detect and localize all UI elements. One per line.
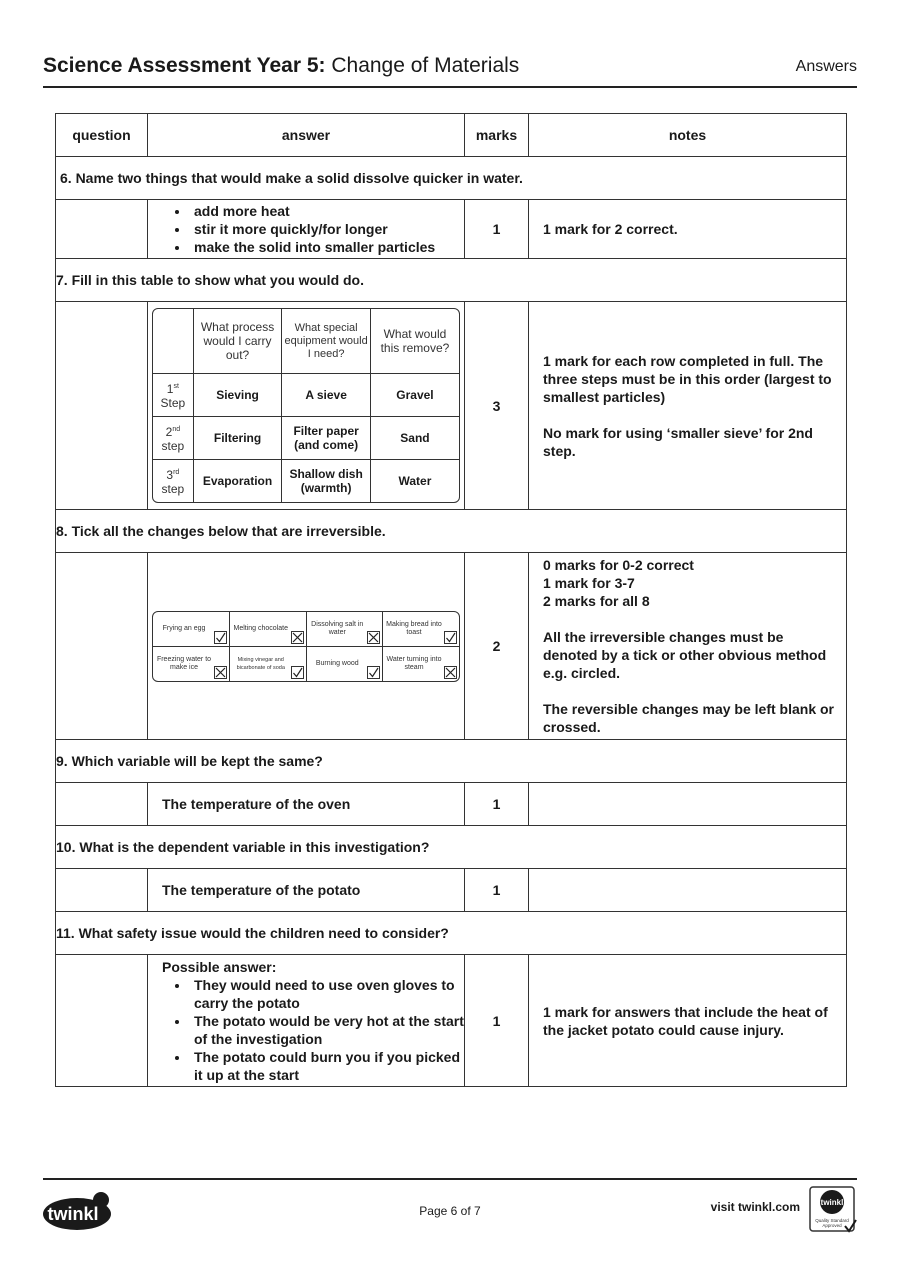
process-header: What process would I carry out? <box>193 309 282 374</box>
answers-table <box>55 113 847 1087</box>
quality-badge <box>809 1186 857 1234</box>
changes-grid <box>153 612 459 681</box>
equipment-header: What special equipment would I need? <box>282 309 371 374</box>
q6-marks: 1 <box>465 200 529 259</box>
cross-icon <box>214 666 227 679</box>
change-cell: Burning wood <box>306 646 383 681</box>
step-label: 2nd step <box>153 417 193 460</box>
question-7: 7. Fill in this table to show what you would do. <box>56 259 847 302</box>
svg-text:twinkl: twinkl <box>47 1204 99 1224</box>
q7-answer <box>148 302 465 510</box>
q7-notes: 1 mark for each row completed in full. The three steps must be in this order (largest to smallest particles) No mark for using ‘smaller sieve’ for 2nd step. <box>529 302 847 510</box>
change-cell: Freezing water to make ice <box>153 646 230 681</box>
page-number: Page 6 of 7 <box>419 1204 481 1218</box>
cross-icon <box>291 631 304 644</box>
step-removes: Gravel <box>370 374 459 417</box>
step-process: Evaporation <box>193 460 282 503</box>
step-row <box>153 374 459 417</box>
question-11: 11. What safety issue would the children need to consider? <box>56 912 847 955</box>
q6-notes: 1 mark for 2 correct. <box>529 200 847 259</box>
question-6: 6. Name two things that would make a solid dissolve quicker in water. <box>56 157 847 200</box>
change-cell: Melting chocolate <box>230 612 307 647</box>
question-10: 10. What is the dependent variable in this investigation? <box>56 826 847 869</box>
q11-answer-item: • They would need to use oven gloves to carry the potato <box>190 976 464 1012</box>
q11-answer <box>148 955 465 1087</box>
tick-icon <box>291 666 304 679</box>
q11-answer-item: • The potato could burn you if you picked it up at the start <box>190 1048 464 1084</box>
answers-label: Answers <box>795 58 857 75</box>
svg-text:Approved: Approved <box>822 1223 842 1228</box>
change-cell: Frying an egg <box>153 612 230 647</box>
cross-icon <box>444 666 457 679</box>
notes-header: notes <box>529 114 847 157</box>
table-header-row <box>56 114 847 157</box>
q8-marks: 2 <box>465 553 529 740</box>
q11-answer-intro: Possible answer: <box>162 958 277 975</box>
q8-answer <box>148 553 465 740</box>
q6-answer-item: • stir it more quickly/for longer <box>190 220 464 238</box>
change-cell: Water turning into steam <box>383 646 460 681</box>
tick-icon <box>367 666 380 679</box>
tick-icon <box>214 631 227 644</box>
marks-header: marks <box>465 114 529 157</box>
q11-marks: 1 <box>465 955 529 1087</box>
q11-notes: 1 mark for answers that include the heat of the jacket potato could cause injury. <box>529 955 847 1087</box>
change-cell: Mixing vinegar and bicarbonate of soda <box>230 646 307 681</box>
q9-marks: 1 <box>465 783 529 826</box>
q10-answer: The temperature of the potato <box>148 869 465 912</box>
step-label: 3rd step <box>153 460 193 503</box>
question-header: question <box>56 114 148 157</box>
tick-icon <box>444 631 457 644</box>
answer-header: answer <box>148 114 465 157</box>
q9-answer: The temperature of the oven <box>148 783 465 826</box>
steps-table <box>153 309 459 502</box>
q11-answer-item: • The potato would be very hot at the start of the investigation <box>190 1012 464 1048</box>
step-process: Sieving <box>193 374 282 417</box>
q7-marks: 3 <box>465 302 529 510</box>
change-cell: Dissolving salt in water <box>306 612 383 647</box>
step-equipment: Filter paper (and come) <box>282 417 371 460</box>
question-9: 9. Which variable will be kept the same? <box>56 740 847 783</box>
page-footer <box>43 1178 857 1240</box>
q6-answer <box>148 200 465 259</box>
page-header <box>43 52 857 88</box>
step-removes: Sand <box>370 417 459 460</box>
q8-notes: 0 marks for 0-2 correct 1 mark for 3-7 2 marks for all 8 All the irreversible changes must be denoted by a tick or other obvious method e.g. circled. The reversible changes may be left blank or crossed. <box>529 553 847 740</box>
step-removes: Water <box>370 460 459 503</box>
svg-text:Quality Standard: Quality Standard <box>815 1218 849 1223</box>
step-process: Filtering <box>193 417 282 460</box>
step-equipment: A sieve <box>282 374 371 417</box>
removes-header: What would this remove? <box>370 309 459 374</box>
q6-answer-item: • make the solid into smaller particles <box>190 238 464 256</box>
step-equipment: Shallow dish (warmth) <box>282 460 371 503</box>
visit-link[interactable]: visit twinkl.com <box>710 1200 800 1214</box>
q10-marks: 1 <box>465 869 529 912</box>
step-row <box>153 417 459 460</box>
change-cell: Making bread into toast <box>383 612 460 647</box>
page-title: Science Assessment Year 5: Change of Materials <box>43 54 520 77</box>
cross-icon <box>367 631 380 644</box>
step-label: 1st Step <box>153 374 193 417</box>
q6-answer-item: • add more heat <box>190 202 464 220</box>
step-row <box>153 460 459 503</box>
question-8: 8. Tick all the changes below that are irreversible. <box>56 510 847 553</box>
svg-text:twinkl: twinkl <box>820 1198 844 1207</box>
